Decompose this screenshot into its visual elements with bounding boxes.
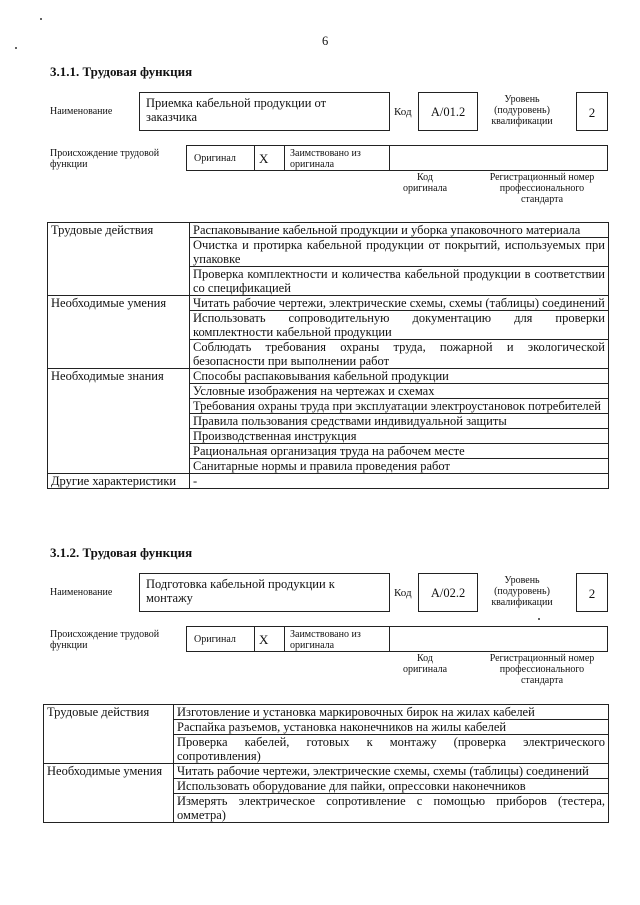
reg-number-label-1 — [472, 172, 612, 205]
function-name-line: заказчика — [146, 110, 198, 124]
origin-code-label-line: оригинала — [402, 183, 448, 194]
function-name-box-1 — [139, 92, 390, 131]
table-row — [48, 369, 609, 384]
cell-divider — [389, 627, 390, 651]
name-label-2: Наименование — [50, 587, 113, 598]
original-mark: X — [259, 632, 269, 647]
borrowed-label — [290, 629, 361, 651]
table-cell: Соблюдать требования охраны труда, пожарной и экологической безопасности при выполнении работ — [190, 340, 609, 369]
table-cell: Правила пользования средствами индивидуальной защиты — [190, 414, 609, 429]
section-title: Необходимые знания — [48, 369, 190, 474]
origin-code-label-1 — [395, 172, 455, 194]
table-cell: Использовать сопроводительную документацию для проверки комплектности кабельной продукции — [190, 311, 609, 340]
table-row — [44, 705, 609, 720]
section-title: Трудовые действия — [44, 705, 174, 764]
function-table-2 — [43, 704, 609, 823]
origin-label-line: функции — [50, 159, 88, 170]
reg-number-label-line: стандарта — [520, 194, 564, 205]
level-label-line: квалификации — [491, 597, 553, 608]
scan-dot — [538, 618, 540, 620]
origin-code-label-2 — [395, 653, 455, 675]
origin-label-line: функции — [50, 640, 88, 651]
table-row — [48, 223, 609, 238]
borrowed-label-line: Заимствовано из — [290, 629, 361, 640]
function-name-line: монтажу — [146, 591, 193, 605]
level-label-line: (подуровень) — [494, 105, 550, 116]
reg-number-label-line: профессионального — [499, 183, 585, 194]
borrowed-label — [290, 148, 361, 170]
table-cell: Измерять электрическое сопротивление с помощью приборов (тестера, омметра) — [174, 794, 609, 823]
origin-row-2 — [186, 626, 608, 652]
table-cell: Читать рабочие чертежи, электрические схемы, схемы (таблицы) соединений — [190, 296, 609, 311]
cell-divider — [254, 146, 255, 170]
level-label-line: (подуровень) — [494, 586, 550, 597]
table-cell: Читать рабочие чертежи, электрические схемы, схемы (таблицы) соединений — [174, 764, 609, 779]
function-name-line: Приемка кабельной продукции от — [146, 96, 327, 110]
table-cell: Использовать оборудование для пайки, опрессовки наконечников — [174, 779, 609, 794]
original-label: Оригинал — [194, 634, 236, 645]
table-cell: Распайка разъемов, установка наконечников на жилы кабелей — [174, 720, 609, 735]
scan-dot — [15, 47, 17, 49]
origin-code-label-line: Код — [417, 653, 433, 664]
table-cell: Способы распаковывания кабельной продукции — [190, 369, 609, 384]
reg-number-label-line: стандарта — [520, 675, 564, 686]
page-number: 6 — [322, 34, 329, 48]
origin-code-label-line: оригинала — [402, 664, 448, 675]
code-label-2: Код — [394, 587, 412, 599]
table-cell: Проверка кабелей, готовых к монтажу (проверка электрического сопротивления) — [174, 735, 609, 764]
original-mark: X — [259, 151, 269, 166]
table-cell: Санитарные нормы и правила проведения работ — [190, 459, 609, 474]
original-label: Оригинал — [194, 153, 236, 164]
cell-divider — [284, 627, 285, 651]
origin-label-2 — [50, 629, 159, 651]
table-cell: Рациональная организация труда на рабочем месте — [190, 444, 609, 459]
function-table-1 — [47, 222, 609, 489]
table-cell: Условные изображения на чертежах и схемах — [190, 384, 609, 399]
section-title: Другие характеристики — [48, 474, 190, 489]
reg-number-label-2 — [472, 653, 612, 686]
table-row — [44, 764, 609, 779]
function-heading-1: 3.1.1. Трудовая функция — [50, 64, 193, 79]
level-value-1: 2 — [576, 92, 608, 131]
cell-divider — [284, 146, 285, 170]
level-value-2: 2 — [576, 573, 608, 612]
origin-row-1 — [186, 145, 608, 171]
table-row — [48, 296, 609, 311]
name-label-1: Наименование — [50, 106, 113, 117]
level-label-line: Уровень — [504, 575, 540, 586]
function-name-line: Подготовка кабельной продукции к — [146, 577, 335, 591]
level-label-2 — [482, 575, 562, 608]
table-cell: Распаковывание кабельной продукции и уборка упаковочного материала — [190, 223, 609, 238]
cell-divider — [389, 146, 390, 170]
borrowed-label-line: оригинала — [290, 159, 335, 170]
section-title: Трудовые действия — [48, 223, 190, 296]
reg-number-label-line: Регистрационный номер — [489, 653, 595, 664]
level-label-line: квалификации — [491, 116, 553, 127]
function-heading-2: 3.1.2. Трудовая функция — [50, 545, 193, 560]
table-cell: Требования охраны труда при эксплуатации электроустановок потребителей — [190, 399, 609, 414]
function-code-2: A/02.2 — [418, 573, 478, 612]
table-cell: Очистка и протирка кабельной продукции от покрытий, используемых при упаковке — [190, 238, 609, 267]
section-title: Необходимые умения — [44, 764, 174, 823]
borrowed-label-line: Заимствовано из — [290, 148, 361, 159]
level-label-1 — [482, 94, 562, 127]
origin-label-1 — [50, 148, 159, 170]
table-cell: - — [190, 474, 609, 489]
reg-number-label-line: профессионального — [499, 664, 585, 675]
origin-label-line: Происхождение трудовой — [50, 629, 160, 640]
level-label-line: Уровень — [504, 94, 540, 105]
table-row — [48, 474, 609, 489]
code-label-1: Код — [394, 106, 412, 118]
table-cell: Проверка комплектности и количества кабельной продукции в соответствии со спецификацией — [190, 267, 609, 296]
table-cell: Изготовление и установка маркировочных бирок на жилах кабелей — [174, 705, 609, 720]
function-code-1: A/01.2 — [418, 92, 478, 131]
scan-dot — [40, 18, 42, 20]
function-name-box-2 — [139, 573, 390, 612]
origin-code-label-line: Код — [417, 172, 433, 183]
origin-label-line: Происхождение трудовой — [50, 148, 160, 159]
borrowed-label-line: оригинала — [290, 640, 335, 651]
table-cell: Производственная инструкция — [190, 429, 609, 444]
section-title: Необходимые умения — [48, 296, 190, 369]
cell-divider — [254, 627, 255, 651]
reg-number-label-line: Регистрационный номер — [489, 172, 595, 183]
